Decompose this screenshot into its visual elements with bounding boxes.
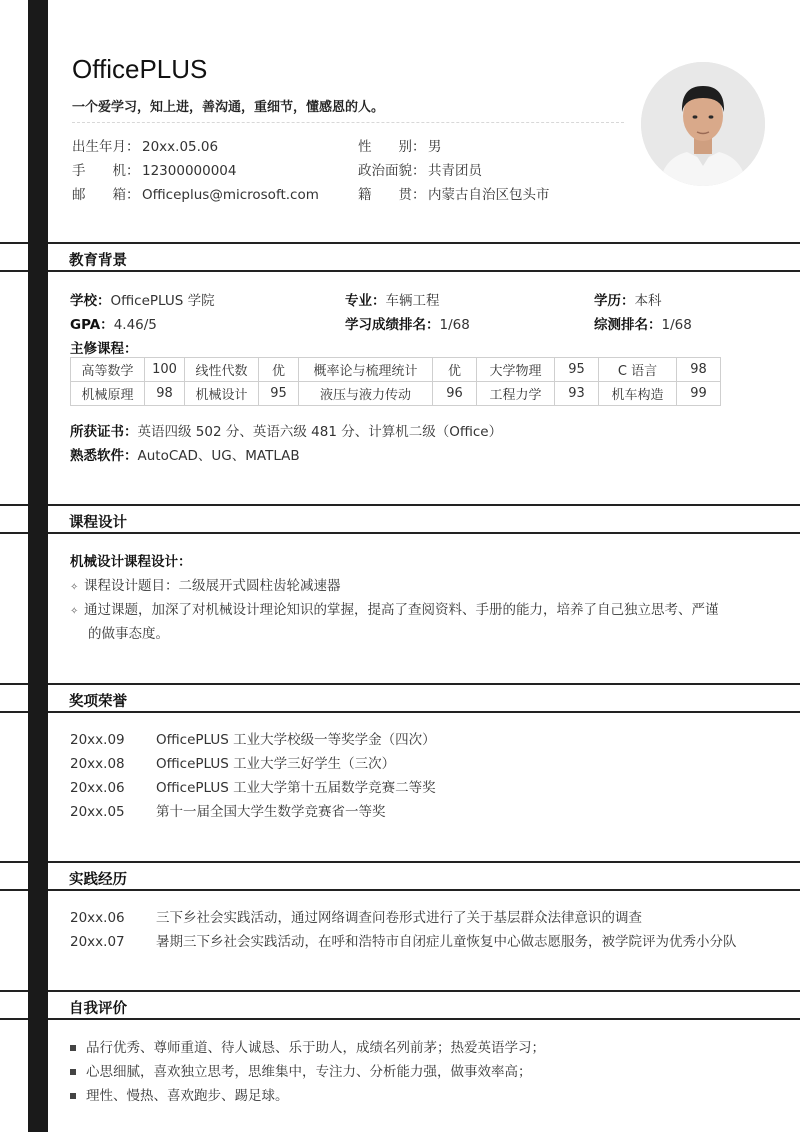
email-value: Officeplus@microsoft.com xyxy=(142,187,319,203)
section-title: 自我评价 xyxy=(69,1001,127,1017)
list-item xyxy=(70,930,737,950)
course-name: 机械设计 xyxy=(185,382,259,406)
award-date: 20xx.08 xyxy=(70,756,125,772)
major-value: 车辆工程 xyxy=(385,293,440,309)
course-name: 大学物理 xyxy=(477,358,555,382)
square-bullet-icon xyxy=(70,1093,76,1099)
course-name: 高等数学 xyxy=(71,358,145,382)
major-label: 专业： xyxy=(345,293,386,309)
list-item: 品行优秀、尊师重道、待人诚恳、乐于助人，成绩名列前茅；热爱英语学习； xyxy=(70,1036,545,1056)
table-row xyxy=(71,382,721,406)
gender-value: 男 xyxy=(428,139,442,155)
square-bullet-icon xyxy=(70,1045,76,1051)
phone-row xyxy=(72,159,236,179)
phone-label: 手 机： xyxy=(72,163,140,179)
rank-label: 学习成绩排名： xyxy=(345,317,440,333)
practice-date: 20xx.06 xyxy=(70,910,125,926)
course-score: 98 xyxy=(677,358,721,382)
course-name: 线性代数 xyxy=(185,358,259,382)
design-subtitle: 机械设计课程设计： xyxy=(70,554,192,570)
section-header-education xyxy=(0,242,800,272)
hometown-value: 内蒙古自治区包头市 xyxy=(428,187,550,203)
section-title: 教育背景 xyxy=(69,253,127,269)
section-header-awards xyxy=(0,683,800,713)
school-label: 学校： xyxy=(70,293,111,309)
practice-text: 暑期三下乡社会实践活动，在呼和浩特市自闭症儿童恢复中心做志愿服务，被学院评为优秀小分队 xyxy=(156,934,737,950)
section-header-self xyxy=(0,990,800,1020)
gender-row xyxy=(358,135,442,155)
course-score: 93 xyxy=(555,382,599,406)
award-text: OfficePLUS 工业大学校级一等奖学金（四次） xyxy=(156,732,436,748)
degree-row xyxy=(594,289,662,309)
email-label: 邮 箱： xyxy=(72,187,140,203)
list-item: ✧ 通过课题，加深了对机械设计理论知识的掌握，提高了查阅资料、手册的能力，培养了自己独立思考、严谨 xyxy=(70,602,719,618)
course-score: 优 xyxy=(433,358,477,382)
list-item xyxy=(70,906,642,926)
list-item xyxy=(70,752,395,772)
practice-text: 三下乡社会实践活动，通过网络调查问卷形式进行了关于基层群众法律意识的调查 xyxy=(156,910,642,926)
course-name: 机械原理 xyxy=(71,382,145,406)
award-text: 第十一届全国大学生数学竞赛省一等奖 xyxy=(156,804,386,820)
award-text: OfficePLUS 工业大学第十五届数学竞赛二等奖 xyxy=(156,780,436,796)
politics-label: 政治面貌： xyxy=(358,163,426,179)
section-title: 奖项荣誉 xyxy=(69,694,127,710)
course-score: 99 xyxy=(677,382,721,406)
section-header-design xyxy=(0,504,800,534)
table-row xyxy=(71,358,721,382)
section-title: 实践经历 xyxy=(69,872,127,888)
birth-value: 20xx.05.06 xyxy=(142,139,219,155)
course-score: 95 xyxy=(555,358,599,382)
course-score: 95 xyxy=(259,382,299,406)
course-score: 优 xyxy=(259,358,299,382)
course-table xyxy=(70,357,721,406)
gpa-row xyxy=(70,313,157,333)
cert-value: 英语四级 502 分、英语六级 481 分、计算机二级（Office） xyxy=(137,424,503,440)
motto: 一个爱学习，知上进，善沟通，重细节，懂感恩的人。 xyxy=(72,100,385,115)
course-name: 概率论与梳理统计 xyxy=(299,358,433,382)
courses-label: 主修课程： xyxy=(70,341,138,357)
award-text: OfficePLUS 工业大学三好学生（三次） xyxy=(156,756,396,772)
candidate-name: OfficePLUS xyxy=(72,54,208,84)
section-title: 课程设计 xyxy=(69,515,127,531)
email-row xyxy=(72,183,319,203)
hometown-label: 籍 贯： xyxy=(358,187,426,203)
rank-value: 1/68 xyxy=(439,317,470,333)
portrait-icon xyxy=(641,62,765,186)
politics-row xyxy=(358,159,482,179)
overall-value: 1/68 xyxy=(661,317,692,333)
list-item: 心思细腻，喜欢独立思考，思维集中，专注力、分析能力强，做事效率高； xyxy=(70,1060,532,1080)
diamond-bullet-icon: ✧ xyxy=(70,582,79,593)
school-value: OfficePLUS 学院 xyxy=(110,293,215,309)
course-name: 工程力学 xyxy=(477,382,555,406)
sidebar-accent-bar xyxy=(28,0,48,1132)
square-bullet-icon xyxy=(70,1069,76,1075)
software-row xyxy=(70,444,300,464)
award-date: 20xx.05 xyxy=(70,804,125,820)
award-date: 20xx.06 xyxy=(70,780,125,796)
list-item xyxy=(70,800,386,820)
list-item xyxy=(70,776,436,796)
major-row xyxy=(345,289,440,309)
list-item: 理性、慢热、喜欢跑步、踢足球。 xyxy=(70,1084,289,1104)
cert-row xyxy=(70,420,502,440)
overall-label: 综测排名： xyxy=(594,317,662,333)
course-score: 96 xyxy=(433,382,477,406)
rank-row xyxy=(345,313,470,333)
birth-row xyxy=(72,135,218,155)
course-name: 机车构造 xyxy=(599,382,677,406)
profile-photo xyxy=(641,62,765,186)
course-score: 98 xyxy=(145,382,185,406)
list-item xyxy=(70,728,436,748)
gender-label: 性 别： xyxy=(358,139,426,155)
politics-value: 共青团员 xyxy=(428,163,482,179)
gpa-value: 4.46/5 xyxy=(113,317,157,333)
course-name: C 语言 xyxy=(599,358,677,382)
course-name: 液压与液力传动 xyxy=(299,382,433,406)
overall-row xyxy=(594,313,692,333)
award-date: 20xx.09 xyxy=(70,732,125,748)
header-divider xyxy=(72,122,624,123)
diamond-bullet-icon: ✧ xyxy=(70,606,79,617)
software-value: AutoCAD、UG、MATLAB xyxy=(137,448,300,464)
school-row xyxy=(70,289,215,309)
practice-date: 20xx.07 xyxy=(70,934,125,950)
course-score: 100 xyxy=(145,358,185,382)
hometown-row xyxy=(358,183,550,203)
section-header-practice xyxy=(0,861,800,891)
list-item-continuation: 的做事态度。 xyxy=(88,626,169,642)
list-item: ✧ 课程设计题目：二级展开式圆柱齿轮减速器 xyxy=(70,578,341,594)
software-label: 熟悉软件： xyxy=(70,448,138,464)
cert-label: 所获证书： xyxy=(70,424,138,440)
gpa-label: GPA： xyxy=(70,317,114,333)
degree-label: 学历： xyxy=(594,293,635,309)
degree-value: 本科 xyxy=(634,293,662,309)
phone-value: 12300000004 xyxy=(142,163,237,179)
birth-label: 出生年月： xyxy=(72,139,140,155)
